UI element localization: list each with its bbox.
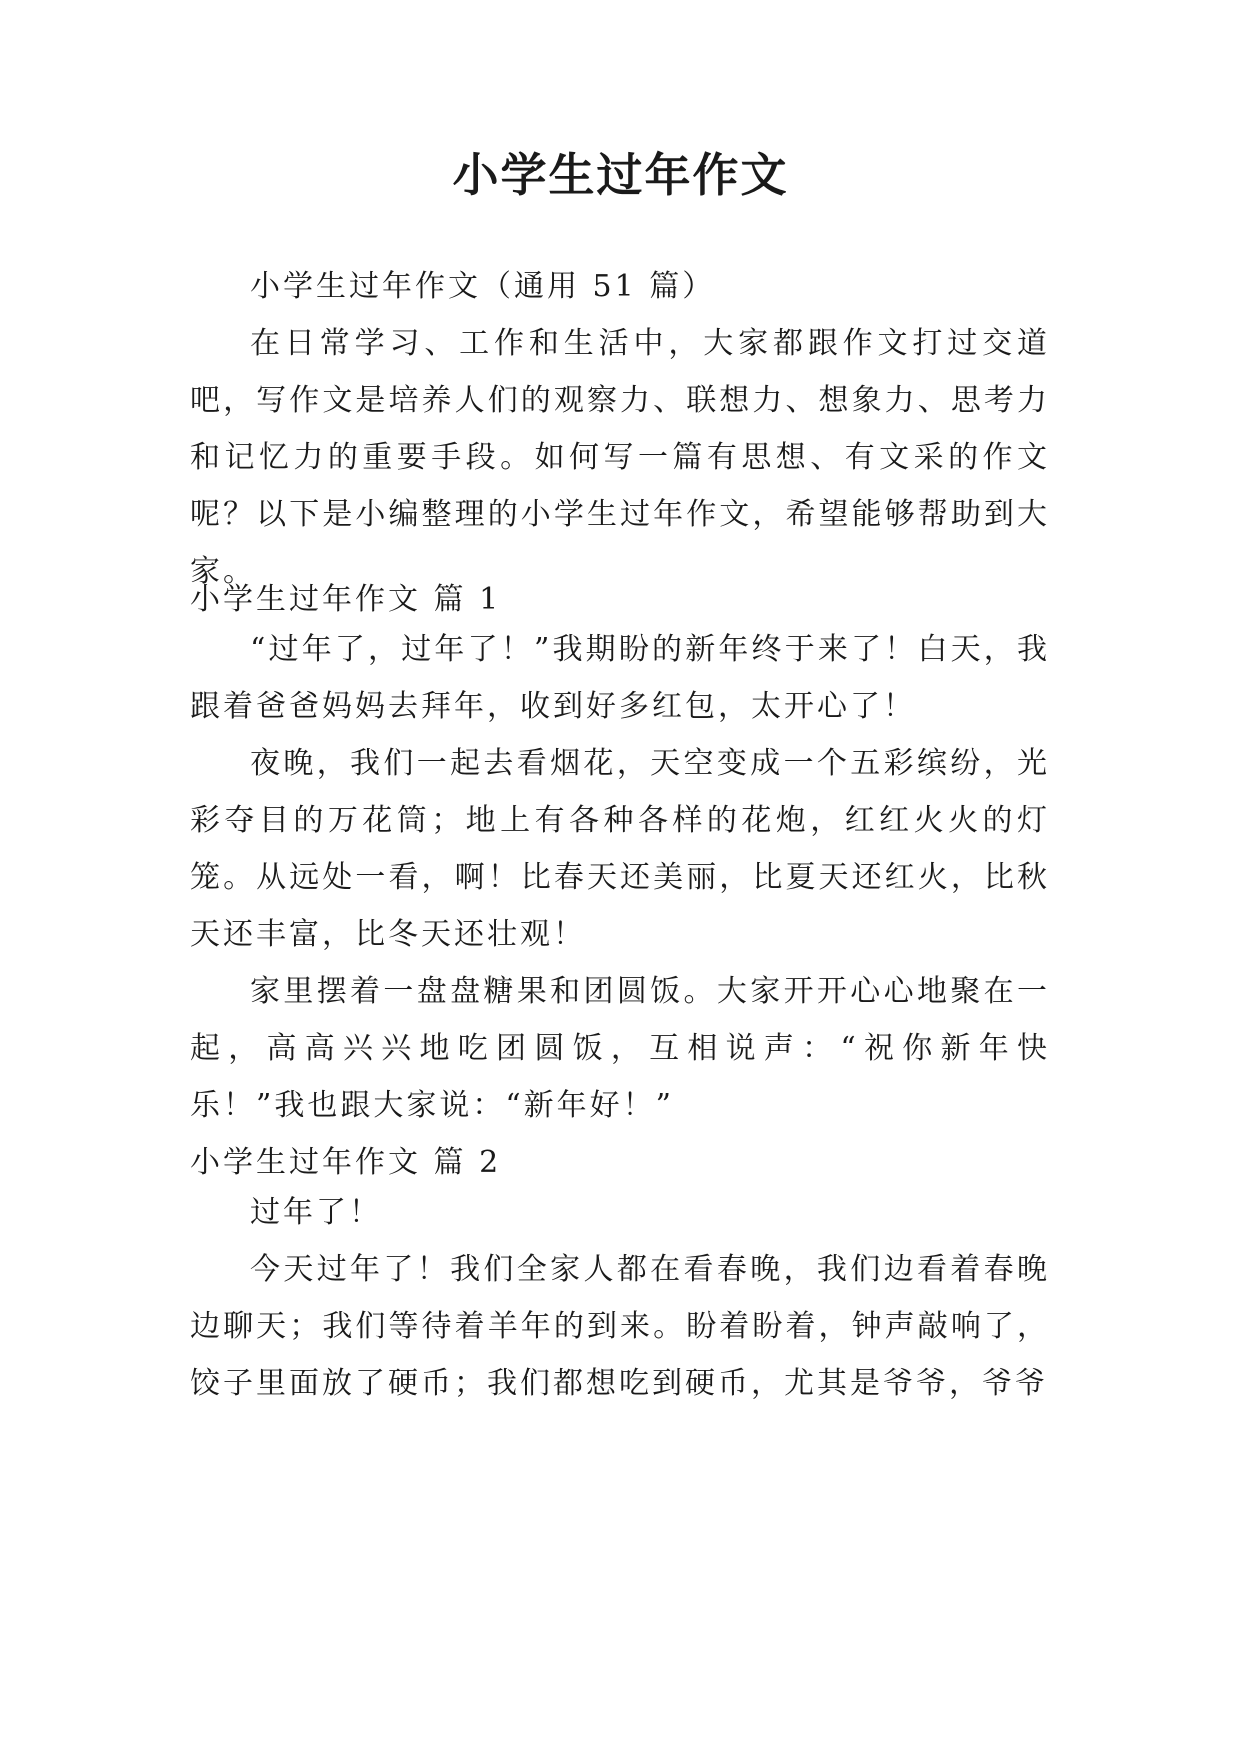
section-2-body (190, 1184, 1050, 1412)
section-1-body (190, 621, 1050, 1134)
section-1-paragraph: 夜晚，我们一起去看烟花，天空变成一个五彩缤纷，光彩夺目的万花筒；地上有各种各样的花炮，红红火火的灯笼。从远处一看，啊！比春天还美丽，比夏天还红火，比秋天还丰富，比冬天还壮观！ (190, 746, 1050, 952)
intro-paragraph: 在日常学习、工作和生活中，大家都跟作文打过交道吧，写作文是培养人们的观察力、联想力、想象力、思考力和记忆力的重要手段。如何写一篇有思想、有文采的作文呢？以下是小编整理的小学生过年作文，希望能够帮助到大家。 (190, 326, 1050, 589)
section-2-paragraph: 今天过年了！我们全家人都在看春晚，我们边看着春晚边聊天；我们等待着羊年的到来。盼着盼着，钟声敲响了，饺子里面放了硬币；我们都想吃到硬币，尤其是爷爷，爷爷 (190, 1252, 1050, 1401)
intro-block (190, 258, 1050, 600)
document-title: 小学生过年作文 (452, 148, 789, 202)
section-1-paragraph: “过年了，过年了！”我期盼的新年终于来了！白天，我跟着爸爸妈妈去拜年，收到好多红包，太开心了！ (190, 632, 1050, 724)
section-heading-2: 小学生过年作文 篇 2 (190, 1145, 502, 1180)
section-1-paragraph: 家里摆着一盘盘糖果和团圆饭。大家开开心心地聚在一起，高高兴兴地吃团圆饭，互相说声：“祝你新年快乐！”我也跟大家说：“新年好！” (190, 974, 1050, 1123)
intro-subtitle: 小学生过年作文（通用 51 篇） (250, 269, 716, 304)
section-2-paragraph: 过年了！ (250, 1195, 382, 1230)
section-heading-1: 小学生过年作文 篇 1 (190, 582, 502, 617)
